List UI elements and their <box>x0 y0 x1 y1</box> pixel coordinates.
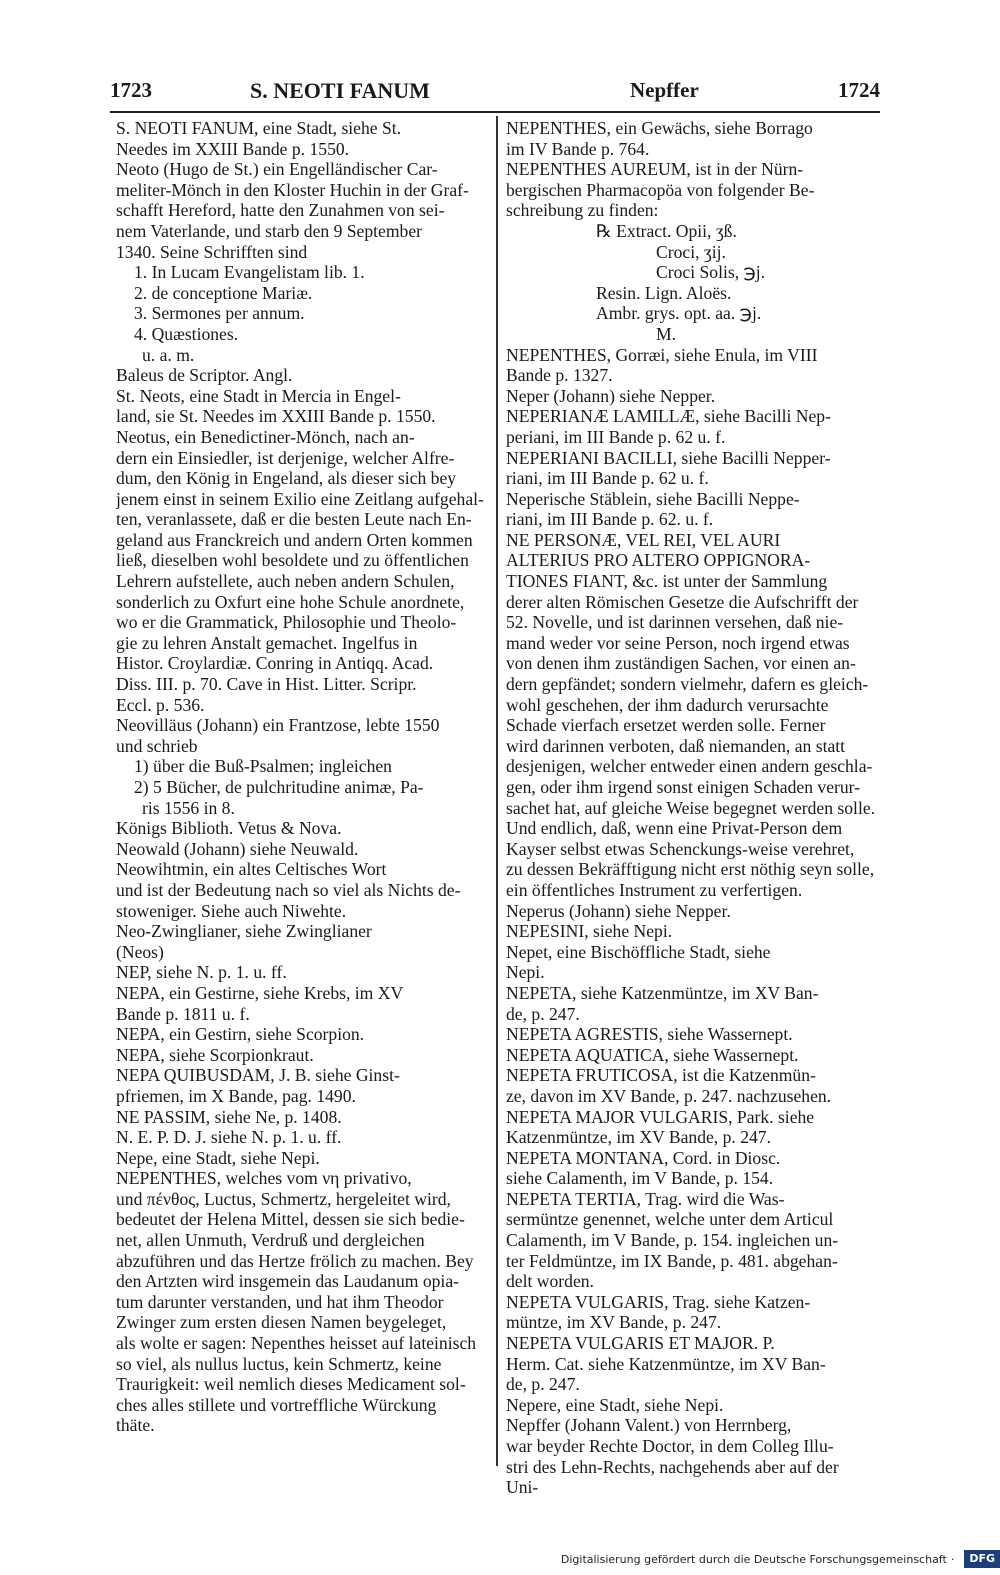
text-line: Nepet, eine Bischöffliche Stadt, siehe <box>506 941 771 962</box>
text-line: ℞ Extract. Opii, ʒß. <box>596 220 737 241</box>
text-line: ches alles stillete und vortreffliche Würckung <box>116 1394 437 1415</box>
text-line: pfriemen, im X Bande, pag. 1490. <box>116 1085 356 1106</box>
text-line: nem Vaterlande, und starb den 9 September <box>116 220 423 241</box>
text-line: Croci, ʒij. <box>656 241 726 262</box>
text-line: Katzenmüntze, im XV Bande, p. 247. <box>506 1127 771 1148</box>
text-line: siehe Calamenth, im V Bande, p. 154. <box>506 1168 774 1189</box>
text-line: Uni- <box>506 1477 539 1498</box>
text-line: müntze, im XV Bande, p. 247. <box>506 1312 722 1333</box>
text-line: mand weder vor seine Person, noch irgend etwas <box>506 632 850 653</box>
text-line: NE PASSIM, siehe Ne, p. 1408. <box>116 1106 342 1127</box>
text-line: Calamenth, im V Bande, p. 154. ingleichen un- <box>506 1230 839 1251</box>
text-line: riani, im III Bande p. 62. u. f. <box>506 509 714 530</box>
text-line: Neovilläus (Johann) ein Frantzose, lebte 1550 <box>116 715 440 736</box>
text-line: land, sie St. Needes im XXIII Bande p. 1550. <box>116 406 436 427</box>
text-line: Lehrern aufstellete, auch neben andern Schulen, <box>116 571 455 592</box>
text-line: Nepi. <box>506 962 545 983</box>
text-line: 4. Quæstiones. <box>134 323 239 344</box>
text-line: Neoto (Hugo de St.) ein Engelländischer Car- <box>116 159 438 180</box>
text-line: NEPETA FRUTICOSA, ist die Katzenmün- <box>506 1065 816 1086</box>
text-line: St. Neots, eine Stadt in Mercia in Engel- <box>116 385 401 406</box>
text-line: net, allen Unmuth, Verdruß und dergleichen <box>116 1230 425 1251</box>
text-line: Needes im XXIII Bande p. 1550. <box>116 138 350 159</box>
text-line: Neotus, ein Benedictiner-Mönch, nach an- <box>116 426 415 447</box>
text-line: NEPENTHES, Gorræi, siehe Enula, im VIII <box>506 344 818 365</box>
text-line: thäte. <box>116 1415 155 1436</box>
text-line: Traurigkeit: weil nemlich dieses Medicament sol- <box>116 1374 466 1395</box>
text-line: Schade vierfach ersetzet werden solle. Ferner <box>506 715 826 736</box>
text-line: NEPETA MONTANA, Cord. in Diosc. <box>506 1147 781 1168</box>
text-line: sermüntze genennet, welche unter dem Articul <box>506 1209 834 1230</box>
text-line: M. <box>656 323 677 344</box>
text-line: Neo-Zwinglianer, siehe Zwinglianer <box>116 921 372 942</box>
text-line: de, p. 247. <box>506 1374 580 1395</box>
text-line: wird darinnen verboten, daß niemanden, an statt <box>506 735 846 756</box>
text-line: NEPA QUIBUSDAM, J. B. siehe Ginst- <box>116 1065 400 1086</box>
text-line: Herm. Cat. siehe Katzenmüntze, im XV Ban- <box>506 1353 826 1374</box>
text-line: NEPENTHES, welches vom νη privativo, <box>116 1168 412 1189</box>
text-line: Neper (Johann) siehe Nepper. <box>506 385 716 406</box>
header-rule <box>110 111 880 113</box>
catchword-header: Nepffer <box>630 78 699 102</box>
text-line: ALTERIUS PRO ALTERO OPPIGNORA- <box>506 550 811 571</box>
text-line: NEPETA TERTIA, Trag. wird die Was- <box>506 1188 785 1209</box>
text-line: wohl geschehen, der ihm dadurch verursachte <box>506 694 829 715</box>
text-line: NEPETA VULGARIS, Trag. siehe Katzen- <box>506 1291 811 1312</box>
text-line: NEPA, ein Gestirn, siehe Scorpion. <box>116 1024 365 1045</box>
text-line: riani, im III Bande p. 62 u. f. <box>506 468 709 489</box>
text-line: 1. In Lucam Evangelistam lib. 1. <box>134 262 365 283</box>
text-line: als wolte er sagen: Nepenthes heisset auf lateinisch <box>116 1333 477 1354</box>
text-line: delt worden. <box>506 1271 594 1292</box>
text-line: Nepffer (Johann Valent.) von Herrnberg, <box>506 1415 792 1436</box>
page-number-left: 1723 <box>110 78 152 102</box>
text-line: geland aus Franckreich und andern Orten kommen <box>116 529 473 550</box>
text-line: stoweniger. Siehe auch Niwehte. <box>116 900 347 921</box>
text-line: ris 1556 in 8. <box>142 797 235 818</box>
text-line: NEPENTHES AUREUM, ist in der Nürn- <box>506 159 804 180</box>
text-line: NEP, siehe N. p. 1. u. ff. <box>116 962 287 983</box>
text-line: Diss. III. p. 70. Cave in Hist. Litter. Scripr. <box>116 674 417 695</box>
text-line: Bande p. 1327. <box>506 365 613 386</box>
column-divider <box>496 116 498 1466</box>
text-line: NE PERSONÆ, VEL REI, VEL AURI <box>506 529 781 550</box>
text-line: Neowihtmin, ein altes Celtisches Wort <box>116 859 387 880</box>
text-line: Ambr. grys. opt. aa. ℈j. <box>596 303 762 324</box>
text-line: Nepe, eine Stadt, siehe Nepi. <box>116 1147 320 1168</box>
text-line: tum darunter verstanden, und hat ihm Theodor <box>116 1291 444 1312</box>
text-line: Resin. Lign. Aloës. <box>596 282 732 303</box>
text-line: NEPERIANÆ LAMILLÆ, siehe Bacilli Nep- <box>506 406 831 427</box>
text-line: Königs Biblioth. Vetus & Nova. <box>116 818 342 839</box>
text-line: Histor. Croylardiæ. Conring in Antiqq. Acad. <box>116 653 434 674</box>
text-line: Neperus (Johann) siehe Nepper. <box>506 900 731 921</box>
text-line: wo er die Grammatick, Philosophie und Theolo- <box>116 612 457 633</box>
text-line: Neowald (Johann) siehe Neuwald. <box>116 838 359 859</box>
text-line: Kayser selbst etwas Schenckungs-weise verehret, <box>506 838 855 859</box>
text-line: NEPETA AQUATICA, siehe Wassernept. <box>506 1044 799 1065</box>
text-line: NEPERIANI BACILLI, siehe Bacilli Nepper- <box>506 447 831 468</box>
text-line: den Artzten wird insgemein das Laudanum opia- <box>116 1271 459 1292</box>
text-line: so viel, als nullus luctus, kein Schmertz, keine <box>116 1353 442 1374</box>
text-line: desjenigen, welcher entweder einen andern geschla- <box>506 756 873 777</box>
text-line: zu dessen Bekräfftigung nicht erst nöthig seyn solle, <box>506 859 875 880</box>
text-line: 2. de conceptione Mariæ. <box>134 282 313 303</box>
text-line: Neperische Stäblein, siehe Bacilli Neppe- <box>506 488 800 509</box>
text-line: bergischen Pharmacopöa von folgender Be- <box>506 179 815 200</box>
text-line: 2) 5 Bücher, de pulchritudine animæ, Pa- <box>134 777 424 797</box>
text-line: Zwinger zum ersten diesen Namen beygeleget, <box>116 1312 447 1333</box>
text-line: Bande p. 1811 u. f. <box>116 1003 250 1024</box>
text-line: Baleus de Scriptor. Angl. <box>116 365 293 386</box>
text-line: ter Feldmüntze, im IX Bande, p. 481. abgehan- <box>506 1250 838 1271</box>
text-line: u. a. m. <box>142 344 195 365</box>
text-line: meliter-Mönch in den Kloster Huchin in der Graf- <box>116 179 469 200</box>
text-line: Und endlich, daß, wenn eine Privat-Person dem <box>506 818 843 839</box>
left-column <box>116 118 492 1436</box>
running-title: S. NEOTI FANUM <box>250 78 430 103</box>
text-line: TIONES FIANT, &c. ist unter der Sammlung <box>506 571 828 592</box>
text-line: (Neos) <box>116 941 164 962</box>
text-line: dern gepfändet; sondern vielmehr, dafern es gleich- <box>506 674 869 695</box>
text-line: Eccl. p. 536. <box>116 694 205 715</box>
text-line: ein öffentliches Instrument zu verfertigen. <box>506 879 803 900</box>
page-header <box>110 78 880 108</box>
text-line: ten, veranlassete, daß er die besten Leute nach En- <box>116 509 472 530</box>
text-line: NEPETA, siehe Katzenmüntze, im XV Ban- <box>506 982 819 1003</box>
text-line: sachet hat, auf gleiche Weise begegnet werden solle. <box>506 797 876 818</box>
text-line: abzuführen und das Hertze frölich zu machen. Bey <box>116 1250 474 1271</box>
text-line: 52. Novelle, und ist darinnen versehen, daß nie- <box>506 612 844 633</box>
text-line: periani, im III Bande p. 62 u. f. <box>506 426 726 447</box>
text-line: dum, den König in Engeland, als dieser sich bey <box>116 468 457 489</box>
text-line: NEPETA MAJOR VULGARIS, Park. siehe <box>506 1106 815 1127</box>
text-line: jenem einst in seinem Exilio eine Zeitlang aufgehal- <box>116 488 484 509</box>
text-line: Croci Solis, ℈j. <box>656 262 766 283</box>
text-line: NEPETA VULGARIS ET MAJOR. P. <box>506 1333 775 1354</box>
text-line: gen, oder ihm irgend sonst einigen Schaden verur- <box>506 777 861 797</box>
text-line: N. E. P. D. J. siehe N. p. 1. u. ff. <box>116 1127 342 1148</box>
page-number-right: 1724 <box>838 78 880 102</box>
text-line: de, p. 247. <box>506 1003 580 1024</box>
text-line: dern ein Einsiedler, ist derjenige, welcher Alfre- <box>116 447 455 468</box>
text-line: NEPESINI, siehe Nepi. <box>506 921 673 942</box>
text-line: derer alten Römischen Gesetze die Aufschrifft der <box>506 591 859 612</box>
text-line: NEPA, siehe Scorpionkraut. <box>116 1044 314 1065</box>
text-line: 3. Sermones per annum. <box>134 303 305 324</box>
funding-note: Digitalisierung gefördert durch die Deutsche Forschungsgemeinschaft <box>560 1552 947 1566</box>
text-line: schafft Hereford, hatte den Zunahmen von sei- <box>116 200 445 221</box>
text-line: von denen ihm zuständigen Sachen, vor einen an- <box>506 653 856 674</box>
right-column <box>506 118 880 1498</box>
text-line: und πένθος, Luctus, Schmertz, hergeleitet wird, <box>116 1188 451 1209</box>
text-line: 1340. Seine Schrifften sind <box>116 241 308 262</box>
text-line: schreibung zu finden: <box>506 200 659 221</box>
text-line: und schrieb <box>116 735 198 756</box>
text-line: ließ, dieselben wohl besoldete und zu öffentlichen <box>116 550 469 571</box>
text-line: 1) über die Buß-Psalmen; ingleichen <box>134 756 392 777</box>
footer-separator: · <box>950 1552 955 1566</box>
text-line: war beyder Rechte Doctor, in dem Colleg Illu- <box>506 1436 834 1456</box>
text-line: NEPETA AGRESTIS, siehe Wassernept. <box>506 1024 793 1045</box>
text-line: im IV Bande p. 764. <box>506 138 650 159</box>
footer <box>561 1548 1000 1570</box>
text-line: sonderlich zu Oxfurt eine hohe Schule anordnete, <box>116 591 465 612</box>
text-line: NEPENTHES, ein Gewächs, siehe Borrago <box>506 118 813 138</box>
text-line: ze, davon im XV Bande, p. 247. nachzusehen. <box>506 1085 832 1106</box>
text-line: gie zu lehren Anstalt gemachet. Ingelfus in <box>116 632 418 653</box>
text-line: und ist der Bedeutung nach so viel als Nichts de- <box>116 879 461 900</box>
text-line: stri des Lehn-Rechts, nachgehends aber auf der <box>506 1456 839 1477</box>
text-line: NEPA, ein Gestirne, siehe Krebs, im XV <box>116 982 404 1003</box>
text-line: bedeutet der Helena Mittel, dessen sie sich bedie- <box>116 1209 465 1230</box>
text-line: Nepere, eine Stadt, siehe Nepi. <box>506 1394 724 1415</box>
dfg-logo-icon: DFG <box>964 1550 1000 1568</box>
text-line: S. NEOTI FANUM, eine Stadt, siehe St. <box>116 118 402 138</box>
